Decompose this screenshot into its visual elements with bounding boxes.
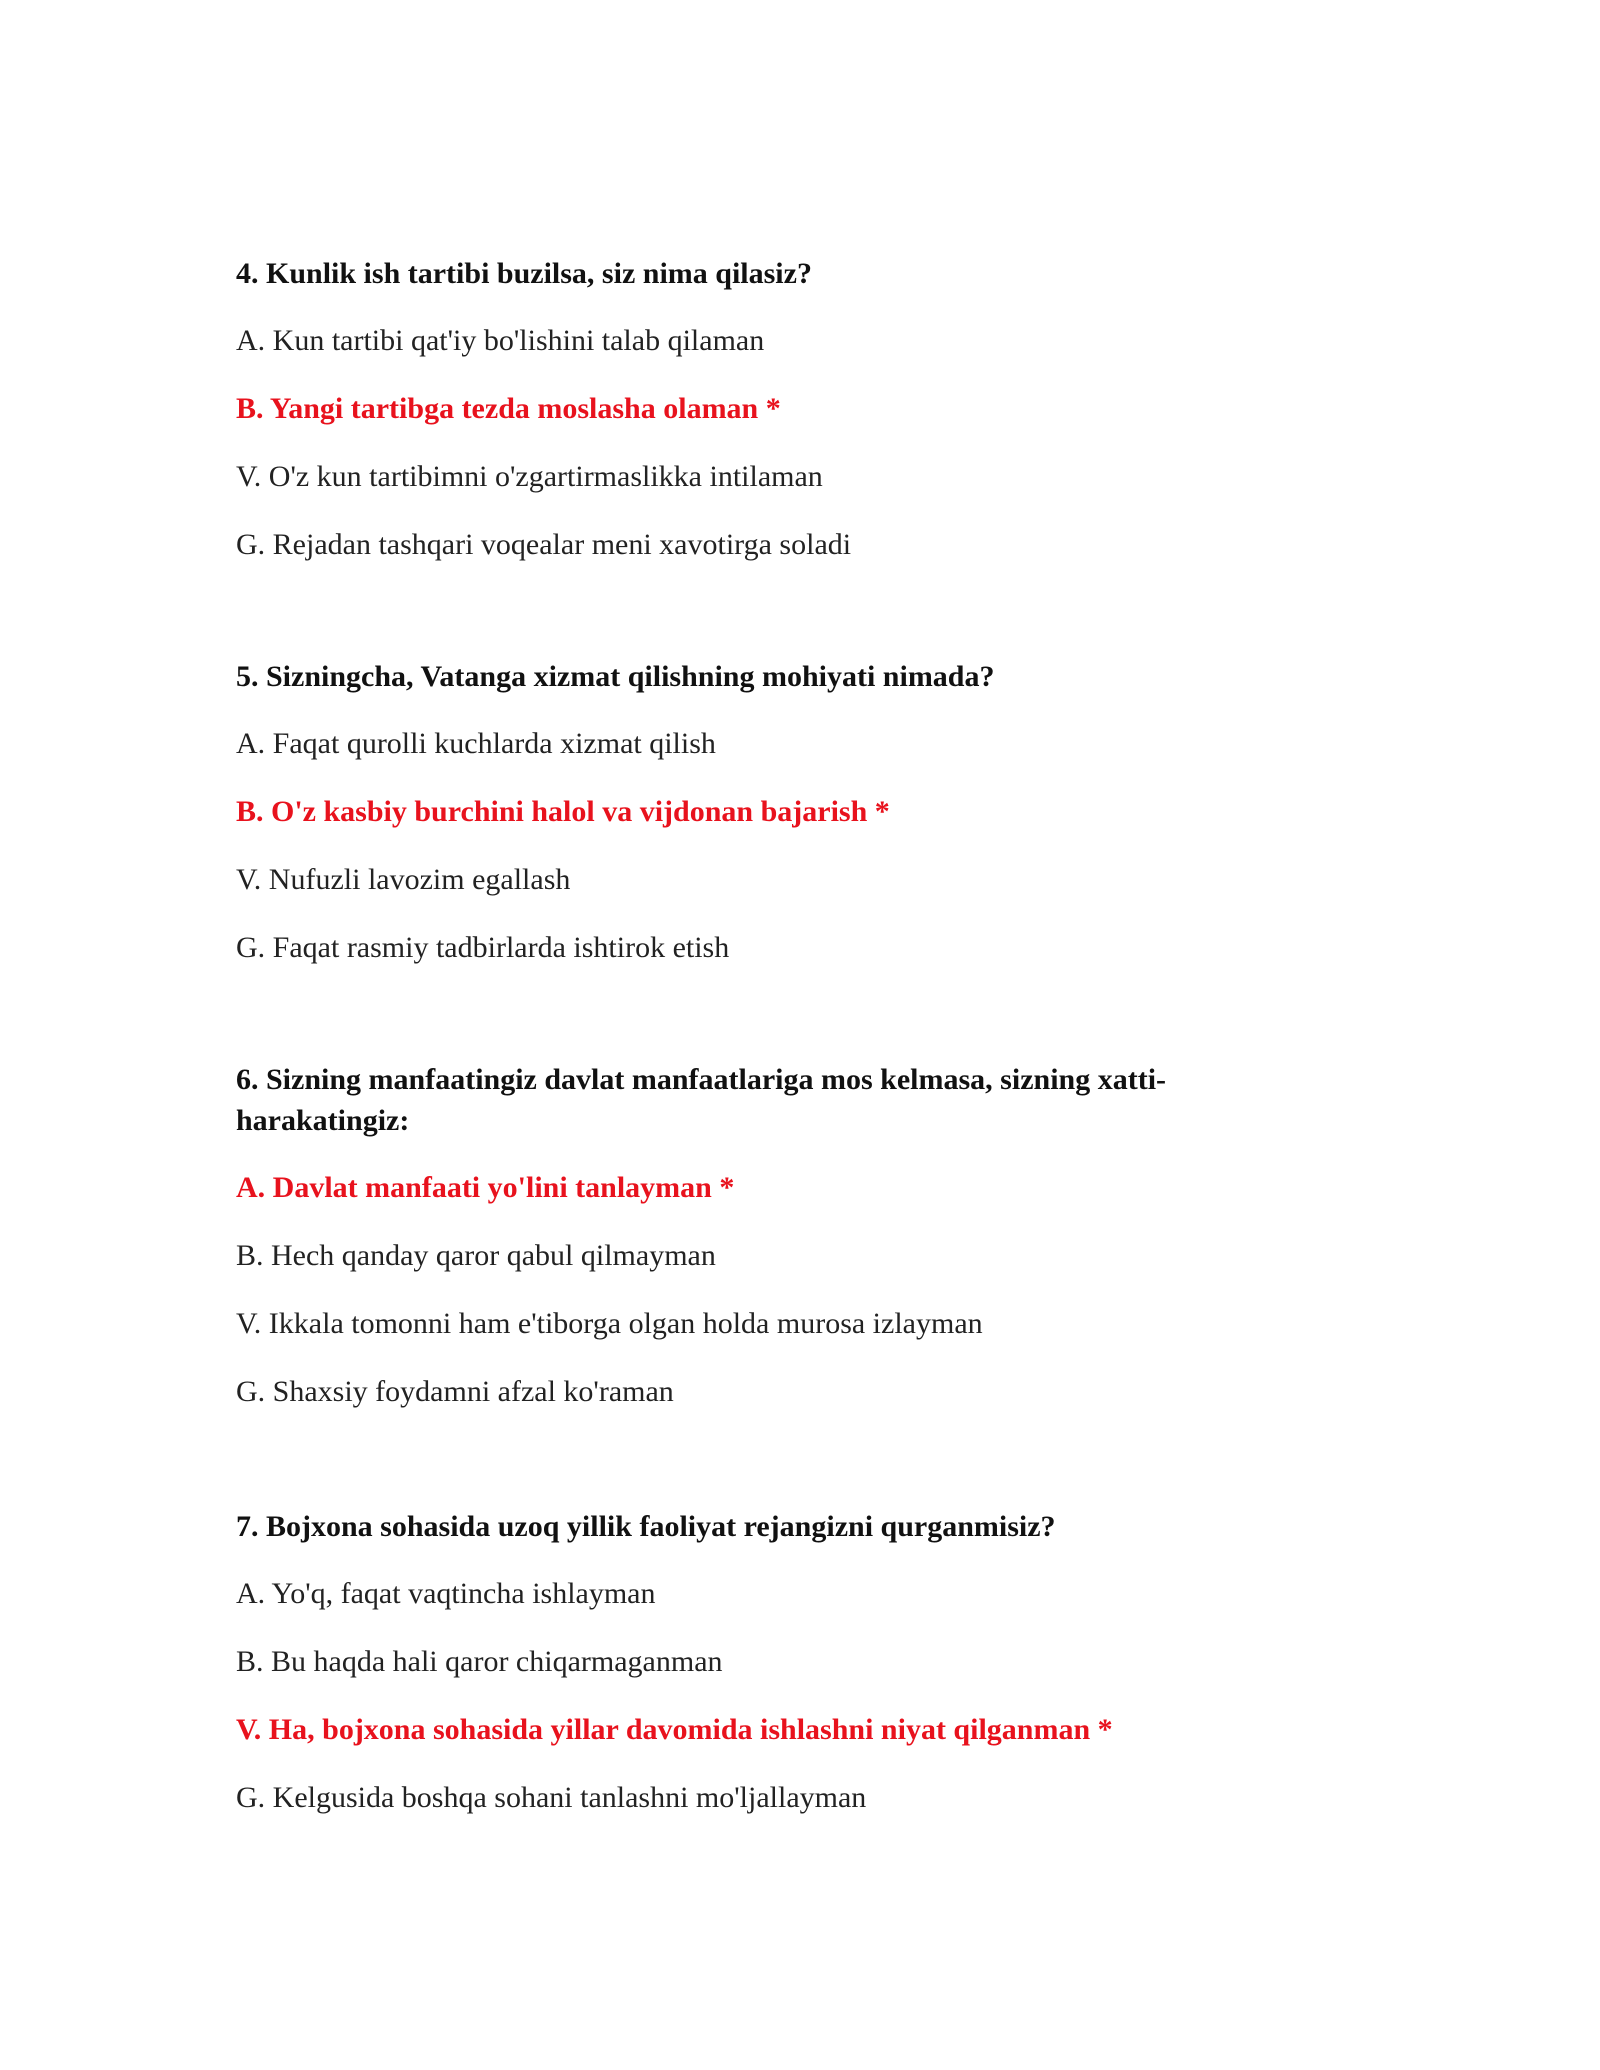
question-block-4 <box>236 253 1236 592</box>
question-block-5 <box>236 656 1236 995</box>
answer-option-b: B. Hech qanday qaror qabul qilmayman <box>236 1239 716 1272</box>
answer-option-b: B. Bu haqda hali qaror chiqarmaganman <box>236 1645 723 1678</box>
question-title-line-2: harakatingiz: <box>236 1104 410 1137</box>
answer-option-b-correct: B. O'z kasbiy burchini halol va vijdonan bajarish * <box>236 795 890 828</box>
question-title: 7. Bojxona sohasida uzoq yillik faoliyat rejangizni qurganmisiz? <box>236 1510 1056 1543</box>
answer-option-a: A. Kun tartibi qat'iy bo'lishini talab qilaman <box>236 324 765 357</box>
answer-option-b-correct: B. Yangi tartibga tezda moslasha olaman * <box>236 392 781 425</box>
question-title-line-1: 6. Sizning manfaatingiz davlat manfaatlariga mos kelmasa, sizning xatti- <box>236 1063 1167 1096</box>
answer-option-v: V. Ikkala tomonni ham e'tiborga olgan holda murosa izlayman <box>236 1307 983 1340</box>
answer-option-a-correct: A. Davlat manfaati yo'lini tanlayman * <box>236 1171 735 1204</box>
answer-option-v-correct: V. Ha, bojxona sohasida yillar davomida ishlashni niyat qilganman * <box>236 1713 1113 1746</box>
question-block-6 <box>236 1059 1236 1439</box>
answer-option-v: V. Nufuzli lavozim egallash <box>236 863 571 896</box>
question-title: 5. Sizningcha, Vatanga xizmat qilishning mohiyati nimada? <box>236 660 995 693</box>
answer-option-g: G. Shaxsiy foydamni afzal ko'raman <box>236 1375 674 1408</box>
question-title: 4. Kunlik ish tartibi buzilsa, siz nima qilasiz? <box>236 257 812 290</box>
answer-option-a: A. Yo'q, faqat vaqtincha ishlayman <box>236 1577 656 1610</box>
answer-option-g: G. Rejadan tashqari voqealar meni xavotirga soladi <box>236 528 852 561</box>
question-title <box>236 1059 1236 1141</box>
answer-option-v: V. O'z kun tartibimni o'zgartirmaslikka intilaman <box>236 460 823 493</box>
question-block-7 <box>236 1506 1236 1845</box>
answer-option-g: G. Kelgusida boshqa sohani tanlashni mo'ljallayman <box>236 1781 867 1814</box>
answer-option-a: A. Faqat qurolli kuchlarda xizmat qilish <box>236 727 716 760</box>
answer-option-g: G. Faqat rasmiy tadbirlarda ishtirok etish <box>236 931 730 964</box>
